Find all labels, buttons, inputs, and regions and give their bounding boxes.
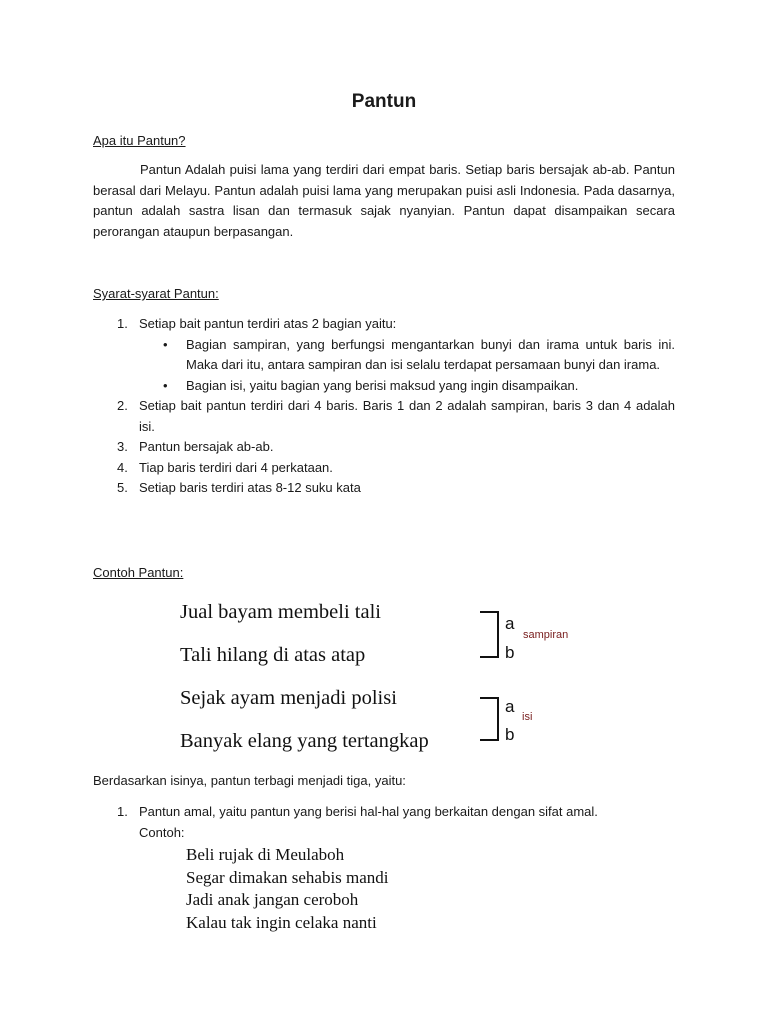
rhyme-letter-b: b [505, 643, 515, 662]
definition-paragraph: Pantun Adalah puisi lama yang terdiri dari empat baris. Setiap baris bersajak ab-ab. Pantun berasal dari Melayu. Pantun adalah puisi lama yang merupakan puisi asli Indonesia. Pada dasarnya, pantun adalah sastra lisan dan termasuk sajak nyanyian. Pantun dapat disampaikan secara perorangan ataupun berpasangan. [93, 162, 675, 239]
jenis-pantun-list [93, 802, 675, 843]
list-number: 1. [117, 316, 128, 331]
bagian-sublist [139, 335, 675, 397]
list-item [93, 437, 675, 458]
bracket-bottom-line [480, 739, 498, 741]
bracket-top-line [480, 611, 498, 613]
pantun-amal-example [186, 844, 389, 934]
rhyme-letter-a: a [505, 614, 515, 633]
list-item [93, 314, 675, 396]
rhyme-letter-a: a [505, 697, 515, 716]
jenis-pantun-intro: Berdasarkan isinya, pantun terbagi menjadi tiga, yaitu: [93, 773, 406, 788]
list-item-text: Setiap bait pantun terdiri atas 2 bagian yaitu: [139, 316, 397, 331]
page-title: Pantun [351, 91, 417, 112]
list-item-text: Tiap baris terdiri dari 4 perkataan. [139, 459, 333, 475]
example-pantun [180, 598, 429, 770]
sublist-item [139, 376, 675, 397]
list-number: 1. [117, 804, 128, 819]
bullet-icon: • [163, 336, 168, 352]
sublist-item [139, 335, 675, 376]
list-number: 4. [117, 459, 128, 475]
list-item-text: Setiap baris terdiri atas 8-12 suku kata [139, 480, 361, 495]
bracket-vertical-line [497, 611, 499, 658]
list-item [93, 802, 675, 843]
pantun-line: Kalau tak ingin celaka nanti [186, 912, 377, 932]
bullet-icon: • [163, 377, 168, 393]
pantun-line: Jadi anak jangan ceroboh [186, 890, 359, 909]
heading-contoh-pantun: Contoh Pantun: [93, 565, 184, 580]
syarat-list [93, 314, 675, 499]
sublist-item-text: Bagian isi, yaitu bagian yang berisi maksud yang ingin disampaikan. [186, 377, 579, 393]
sampiran-label: sampiran [523, 629, 569, 641]
bracket-vertical-line [497, 697, 499, 741]
list-number: 3. [117, 439, 128, 454]
sublist-item-text: Bagian sampiran, yang berfungsi mengantarkan bunyi dan irama untuk baris ini. Maka dari itu, antara sampiran dan isi selalu terdapat persamaan bunyi dan irama. [186, 336, 675, 372]
list-number: 2. [117, 398, 128, 413]
list-item-text: Pantun bersajak ab-ab. [139, 439, 274, 454]
pantun-line: Banyak elang yang tertangkap [180, 730, 429, 752]
list-item [93, 478, 675, 499]
bracket-bottom-line [480, 656, 498, 658]
list-item-text: Setiap bait pantun terdiri dari 4 baris. Baris 1 dan 2 adalah sampiran, baris 3 dan 4 adalah isi. [139, 398, 675, 434]
list-item [93, 396, 675, 437]
list-item-text: Pantun amal, yaitu pantun yang berisi hal-hal yang berkaitan dengan sifat amal. [139, 804, 598, 819]
heading-apa-itu-pantun: Apa itu Pantun? [93, 133, 186, 148]
pantun-line: Segar dimakan sehabis mandi [186, 867, 389, 887]
bracket-top-line [480, 697, 498, 699]
contoh-label: Contoh: [139, 824, 185, 840]
pantun-line: Beli rujak di Meulaboh [186, 845, 345, 864]
rhyme-letter-b: b [505, 725, 515, 744]
isi-label: isi [522, 711, 533, 723]
list-item [93, 458, 675, 479]
pantun-line: Jual bayam membeli tali [180, 601, 381, 623]
heading-syarat-pantun: Syarat-syarat Pantun: [93, 286, 219, 301]
pantun-line: Sejak ayam menjadi polisi [180, 687, 397, 709]
list-number: 5. [117, 480, 128, 495]
pantun-line: Tali hilang di atas atap [180, 644, 366, 666]
